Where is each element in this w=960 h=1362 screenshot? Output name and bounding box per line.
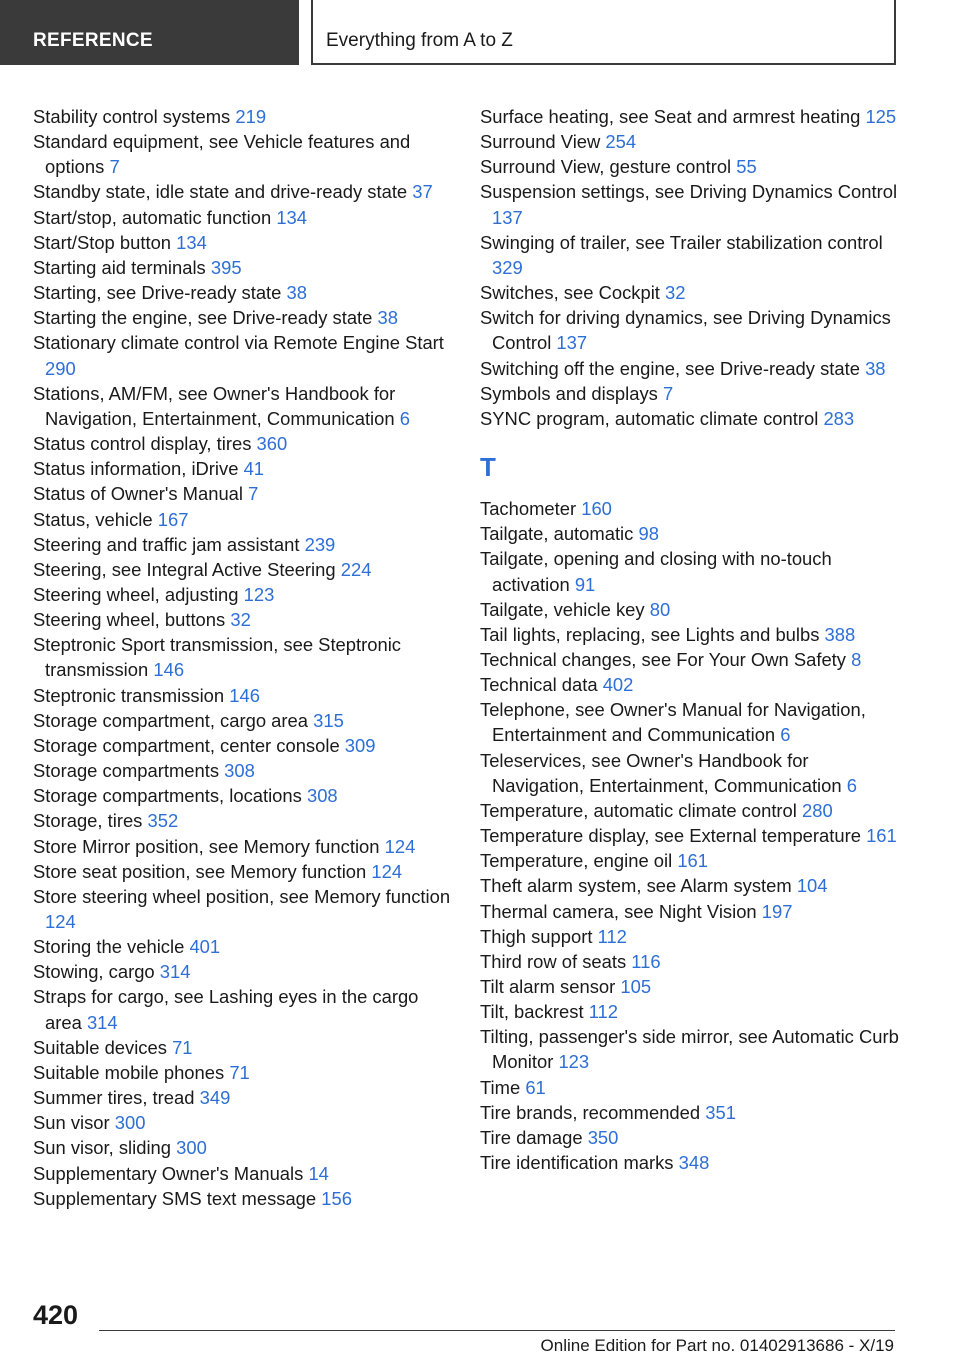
page-reference-link[interactable]: 124: [371, 860, 403, 882]
page-reference-link[interactable]: 7: [663, 382, 674, 404]
page-reference-link[interactable]: 91: [574, 573, 596, 595]
page-reference-link[interactable]: 360: [256, 433, 288, 455]
index-term: Tail lights, replacing, see Lights and bulbs: [480, 623, 820, 645]
page-reference-link[interactable]: 283: [823, 407, 855, 429]
page-reference-link[interactable]: 123: [243, 583, 275, 605]
index-entry: [480, 104, 900, 129]
page-reference-link[interactable]: 351: [705, 1101, 736, 1123]
section-label: REFERENCE: [33, 30, 153, 51]
index-term: Store Mirror position, see Memory function: [33, 835, 380, 857]
index-entry: [480, 823, 900, 848]
page-reference-link[interactable]: 6: [780, 724, 791, 746]
page-reference-link[interactable]: 300: [176, 1137, 207, 1159]
page-reference-link[interactable]: 167: [157, 508, 189, 530]
index-term: SYNC program, automatic climate control: [480, 407, 819, 429]
index-term: Tire identification marks: [480, 1152, 674, 1174]
index-term: Tire brands, recommended: [480, 1101, 701, 1123]
index-term: Storage compartments, locations: [33, 785, 302, 807]
page-reference-link[interactable]: 71: [172, 1036, 193, 1058]
index-entry: [480, 999, 900, 1024]
section-tab: [0, 0, 299, 65]
index-entry: [33, 230, 458, 255]
index-term: Stations, AM/FM, see Owner's Handbook for Navigation, Entertainment, Communication: [33, 382, 396, 429]
index-entry: [480, 672, 900, 697]
index-entry: [480, 356, 900, 381]
index-term: Steering wheel, buttons: [33, 609, 226, 631]
index-term: Storage compartment, cargo area: [33, 709, 308, 731]
page-reference-link[interactable]: 280: [802, 799, 833, 821]
page-reference-link[interactable]: 254: [605, 131, 637, 153]
index-entry: [480, 1100, 900, 1125]
index-term: Stationary climate control via Remote Engine Start: [33, 332, 444, 354]
index-term: Teleservices, see Owner's Handbook for Navigation, Entertainment, Communication: [480, 749, 842, 796]
index-entry: [480, 129, 900, 154]
index-term: Tailgate, vehicle key: [480, 598, 645, 620]
page-reference-link[interactable]: 352: [147, 810, 179, 832]
page-reference-link[interactable]: 146: [229, 684, 260, 706]
index-term: Status control display, tires: [33, 433, 252, 455]
index-entry: [480, 230, 900, 280]
page-reference-link[interactable]: 224: [340, 558, 372, 580]
index-term: Tire damage: [480, 1126, 583, 1148]
index-entry: [33, 381, 458, 431]
index-entry: [33, 1161, 458, 1186]
index-term: Storing the vehicle: [33, 936, 185, 958]
page-reference-link[interactable]: 290: [45, 357, 76, 379]
index-entry: [33, 934, 458, 959]
page-reference-link[interactable]: 37: [412, 181, 433, 203]
index-entry: [480, 496, 900, 521]
index-term: Technical changes, see For Your Own Safety: [480, 648, 846, 670]
index-entry: [33, 1186, 458, 1211]
page-reference-link[interactable]: 401: [189, 936, 221, 958]
index-entry: [480, 179, 900, 229]
index-entry: [33, 708, 458, 733]
index-term: Steptronic Sport transmission, see Steptronic transmission: [33, 634, 401, 681]
index-entry: [33, 1060, 458, 1085]
index-entry: [480, 1075, 900, 1100]
index-entry: [480, 1150, 900, 1175]
page-reference-link[interactable]: 14: [308, 1162, 329, 1184]
page-reference-link[interactable]: 105: [620, 976, 652, 997]
index-term: Switches, see Cockpit: [480, 282, 660, 304]
index-entry: [33, 733, 458, 758]
page-reference-link[interactable]: 197: [761, 900, 793, 922]
page-reference-link[interactable]: 350: [587, 1126, 619, 1148]
index-term: Surface heating, see Seat and armrest heating: [480, 106, 861, 127]
index-term: Thigh support: [480, 925, 593, 947]
edition-note: Online Edition for Part no. 01402913686 - X/19: [540, 1336, 894, 1355]
index-entry: [33, 104, 458, 129]
page-reference-link[interactable]: 349: [199, 1087, 231, 1109]
page-reference-link[interactable]: 6: [399, 407, 410, 429]
page-reference-link[interactable]: 32: [665, 282, 686, 304]
index-entry: [33, 532, 458, 557]
page-reference-link[interactable]: 161: [677, 850, 709, 872]
index-entry: [480, 546, 900, 596]
index-term: Store seat position, see Memory function: [33, 860, 367, 882]
index-entry: [33, 1110, 458, 1135]
index-entry: [33, 305, 458, 330]
page-reference-link[interactable]: 55: [736, 156, 757, 178]
index-entry: [33, 1135, 458, 1160]
index-term: Surround View: [480, 131, 601, 153]
page-reference-link[interactable]: 32: [230, 609, 251, 631]
page-reference-link[interactable]: 160: [581, 498, 612, 520]
index-entry: [33, 330, 458, 380]
index-column-right: [480, 104, 900, 1175]
index-column-left: [33, 104, 458, 1211]
index-term: Third row of seats: [480, 950, 627, 972]
index-term: Theft alarm system, see Alarm system: [480, 875, 792, 897]
page-reference-link[interactable]: 80: [649, 598, 671, 620]
page-reference-link[interactable]: 156: [321, 1187, 352, 1209]
index-group-t: [480, 496, 900, 1175]
page-reference-link[interactable]: 388: [824, 623, 856, 645]
index-term: Switching off the engine, see Drive-ready state: [480, 357, 860, 379]
index-term: Temperature display, see External temperature: [480, 825, 861, 847]
index-entry: [480, 597, 900, 622]
index-entry: [480, 873, 900, 898]
page-reference-link[interactable]: 6: [846, 774, 857, 796]
index-term: Starting the engine, see Drive-ready state: [33, 307, 373, 329]
index-term: Starting, see Drive-ready state: [33, 282, 282, 304]
index-term: Steering and traffic jam assistant: [33, 533, 300, 555]
index-entry: [33, 783, 458, 808]
page-reference-link[interactable]: 124: [384, 835, 416, 857]
index-term: Suspension settings, see Driving Dynamics Control: [480, 181, 898, 203]
page-reference-link[interactable]: 38: [865, 357, 886, 379]
index-term: Straps for cargo, see Lashing eyes in the cargo area: [33, 986, 419, 1033]
index-entry: [33, 758, 458, 783]
index-entry: [480, 697, 900, 747]
index-entry: [33, 481, 458, 506]
index-entry: [480, 798, 900, 823]
index-entry: [480, 647, 900, 672]
page-reference-link[interactable]: 239: [304, 533, 336, 555]
index-entry: [480, 280, 900, 305]
page-reference-link[interactable]: 308: [224, 760, 255, 782]
index-entry: [33, 1035, 458, 1060]
page-reference-link[interactable]: 348: [678, 1152, 710, 1174]
index-term: Thermal camera, see Night Vision: [480, 900, 757, 922]
index-term: Start/stop, automatic function: [33, 206, 272, 228]
index-entry: [480, 1125, 900, 1150]
index-entry: [33, 607, 458, 632]
index-entry: [33, 280, 458, 305]
index-entry: [480, 154, 900, 179]
index-entry: [480, 748, 900, 798]
index-term: Standby state, idle state and drive-ready state: [33, 181, 408, 203]
index-entry: [480, 406, 900, 431]
index-term: Steptronic transmission: [33, 684, 225, 706]
page-reference-link[interactable]: 146: [153, 659, 185, 681]
index-entry: [480, 949, 900, 974]
page-reference-link[interactable]: 300: [114, 1112, 146, 1134]
index-term: Tailgate, opening and closing with no-touch activation: [480, 548, 832, 595]
page-reference-link[interactable]: 38: [286, 282, 307, 304]
index-term: Technical data: [480, 674, 598, 696]
index-term: Suitable devices: [33, 1036, 167, 1058]
index-term: Supplementary SMS text message: [33, 1187, 317, 1209]
index-entry: [33, 507, 458, 532]
page-reference-link[interactable]: 7: [109, 156, 120, 178]
page-reference-link[interactable]: 161: [866, 825, 897, 847]
index-term: Storage compartments: [33, 760, 220, 782]
page-reference-link[interactable]: 61: [525, 1076, 546, 1098]
index-entry: [33, 255, 458, 280]
index-term: Status of Owner's Manual: [33, 483, 243, 505]
index-term: Tachometer: [480, 498, 577, 520]
index-term: Storage, tires: [33, 810, 143, 832]
page-reference-link[interactable]: 41: [243, 458, 265, 480]
index-entry: [33, 557, 458, 582]
page-reference-link[interactable]: 329: [492, 256, 523, 278]
index-term: Standard equipment, see Vehicle features and options: [33, 131, 411, 178]
index-entry: [33, 884, 458, 934]
index-term: Stowing, cargo: [33, 961, 155, 983]
index-term: Switch for driving dynamics, see Driving Dynamics Control: [480, 307, 891, 354]
index-term: Stability control systems: [33, 106, 231, 127]
page-reference-link[interactable]: 402: [602, 674, 634, 696]
index-term: Telephone, see Owner's Manual for Navigation, Entertainment and Communication: [480, 699, 866, 746]
index-entry: [33, 859, 458, 884]
index-group-s: [480, 104, 900, 431]
page-reference-link[interactable]: 71: [229, 1061, 250, 1083]
index-entry: [480, 521, 900, 546]
page-reference-link[interactable]: 219: [235, 106, 267, 127]
index-entry: [33, 984, 458, 1034]
index-entry: [480, 848, 900, 873]
index-term: Supplementary Owner's Manuals: [33, 1162, 304, 1184]
index-term: Starting aid terminals: [33, 256, 206, 278]
page-reference-link[interactable]: 137: [556, 332, 588, 354]
index-entry: [33, 582, 458, 607]
index-entry: [480, 899, 900, 924]
index-entry: [480, 974, 900, 999]
section-letter-t: T: [480, 452, 496, 483]
page-reference-link[interactable]: 315: [313, 709, 344, 731]
index-term: Suitable mobile phones: [33, 1061, 225, 1083]
page-reference-link[interactable]: 38: [377, 307, 398, 329]
page-reference-link[interactable]: 124: [45, 911, 76, 932]
index-entry: [480, 1024, 900, 1074]
index-entry: [480, 305, 900, 355]
page-reference-link[interactable]: 137: [492, 206, 523, 228]
index-term: Steering, see Integral Active Steering: [33, 558, 336, 580]
index-term: Surround View, gesture control: [480, 156, 732, 178]
index-entry: [33, 632, 458, 682]
index-term: Tilt alarm sensor: [480, 976, 616, 997]
page-reference-link[interactable]: 7: [248, 483, 259, 505]
page-reference-link[interactable]: 8: [851, 648, 862, 670]
page-number: 420: [33, 1300, 79, 1330]
page-reference-link[interactable]: 125: [865, 106, 897, 127]
index-term: Sun visor: [33, 1112, 110, 1134]
index-entry: [33, 1085, 458, 1110]
index-term: Start/Stop button: [33, 231, 172, 253]
index-entry: [33, 179, 458, 204]
index-entry: [480, 924, 900, 949]
index-entry: [33, 834, 458, 859]
index-term: Status, vehicle: [33, 508, 153, 530]
index-term: Symbols and displays: [480, 382, 658, 404]
index-entry: [33, 808, 458, 833]
index-term: Swinging of trailer, see Trailer stabilization control: [480, 231, 883, 253]
chapter-title: Everything from A to Z: [326, 30, 513, 51]
page-reference-link[interactable]: 98: [638, 523, 659, 545]
page-reference-link[interactable]: 123: [558, 1051, 590, 1073]
page-reference-link[interactable]: 134: [176, 231, 207, 253]
index-term: Tailgate, automatic: [480, 523, 634, 545]
page-reference-link[interactable]: 112: [588, 1001, 619, 1023]
index-entry: [33, 683, 458, 708]
index-entry: [33, 959, 458, 984]
index-entry: [33, 129, 458, 179]
footer-divider: [99, 1330, 895, 1331]
index-term: Status information, iDrive: [33, 458, 239, 480]
index-term: Sun visor, sliding: [33, 1137, 172, 1159]
page-reference-link[interactable]: 308: [306, 785, 338, 807]
index-entry: [33, 205, 458, 230]
index-term: Temperature, engine oil: [480, 850, 673, 872]
index-term: Tilt, backrest: [480, 1001, 584, 1023]
page-reference-link[interactable]: 395: [210, 256, 242, 278]
index-entry: [33, 456, 458, 481]
index-term: Time: [480, 1076, 521, 1098]
index-term: Summer tires, tread: [33, 1087, 195, 1109]
page-reference-link[interactable]: 104: [796, 875, 828, 897]
index-term: Temperature, automatic climate control: [480, 799, 797, 821]
chapter-header: [311, 0, 896, 65]
index-entry: [480, 381, 900, 406]
index-term: Storage compartment, center console: [33, 734, 340, 756]
page-reference-link[interactable]: 116: [631, 950, 661, 972]
index-term: Store steering wheel position, see Memory function: [33, 885, 451, 907]
index-entry: [33, 431, 458, 456]
index-entry: [480, 622, 900, 647]
index-term: Tilting, passenger's side mirror, see Automatic Curb Monitor: [480, 1026, 899, 1073]
page-reference-link[interactable]: 112: [597, 925, 627, 947]
index-term: Steering wheel, adjusting: [33, 583, 239, 605]
page-reference-link[interactable]: 309: [344, 734, 376, 756]
page-reference-link[interactable]: 314: [86, 1011, 118, 1033]
page-reference-link[interactable]: 134: [276, 206, 307, 228]
page-reference-link[interactable]: 314: [159, 961, 191, 983]
